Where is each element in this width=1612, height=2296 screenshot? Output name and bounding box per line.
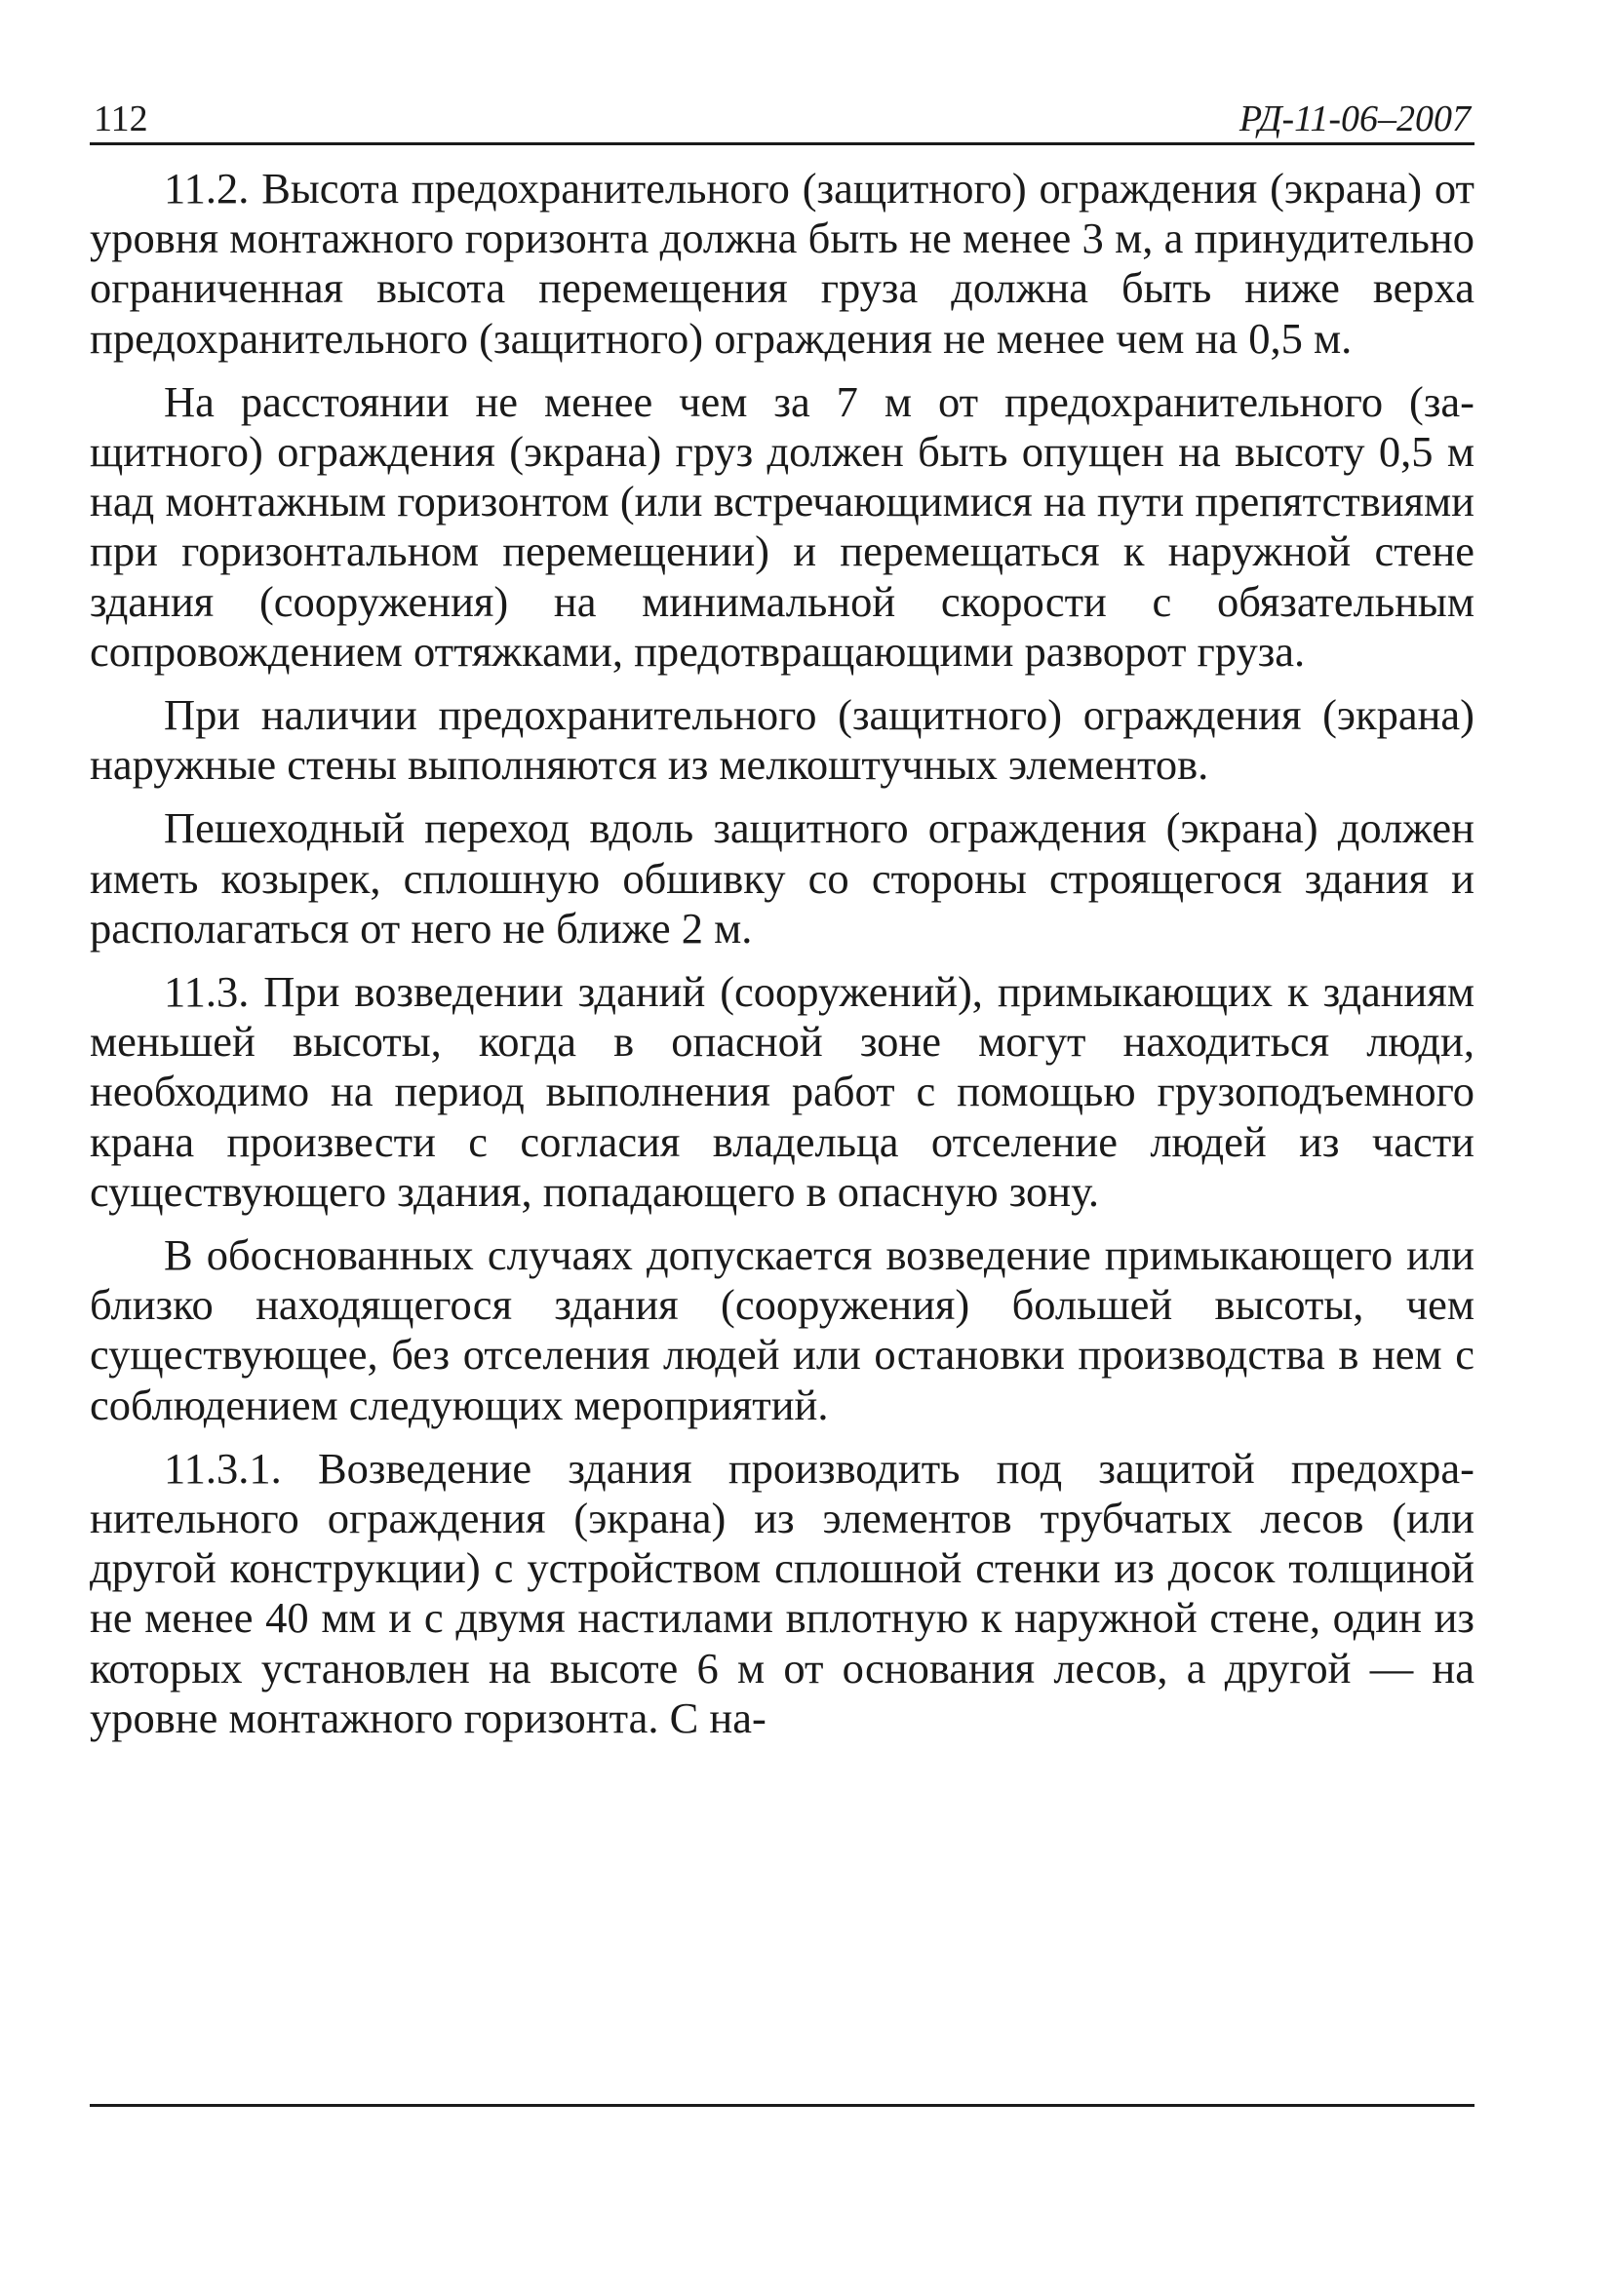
- paragraph-11-2: 11.2. Высота предохранительного (защитного) ограждения (экрана) от уровня монтажного горизонта должна быть не менее 3 м, а принудительно ограниченная высота перемещения груза должна быть ниже верха предохранительного (защитного) ограждения не менее чем на 0,5 м.: [90, 164, 1474, 363]
- document-code: РД-11-06–2007: [1238, 98, 1471, 139]
- paragraph-11-3-1: 11.3.1. Возведение здания производить под защитой предохранительного ограждения (экрана) из элементов трубчатых лесов (или другой конструкции) с устройством сплошной стенки из досок толщиной не менее 40 мм и с двумя настилами вплотную к наружной стене, один из которых установлен на высоте 6 м от основания лесов, а другой — на уровне монтажного горизонта. С на-: [90, 1443, 1474, 1742]
- footer-rule: [90, 2104, 1474, 2107]
- body-text: [90, 164, 1474, 1757]
- paragraph-distance: На расстоянии не менее чем за 7 м от предохранительного (защитного) ограждения (экрана) груз должен быть опущен на высоту 0,5 м над монтажным горизонтом (или встречающимися на пути препятствиями при горизонтальном перемещении) и перемещаться к наружной стене здания (сооружения) на минимальной скорости с обязательным сопровождением оттяжками, предотвращающими разворот груза.: [90, 376, 1474, 676]
- paragraph-outer-walls: При наличии предохранительного (защитного) ограждения (экрана) наружные стены выполняются из мелкоштучных элементов.: [90, 690, 1474, 790]
- paragraph-11-3: 11.3. При возведении зданий (сооружений), примыкающих к зданиям меньшей высоты, когда в опасной зоне могут находиться люди, необходимо на период выполнения работ с помощью грузоподъемного крана произвести с согласия владельца отселение людей из части существующего здания, попадающего в опасную зону.: [90, 967, 1474, 1216]
- page-number: 112: [94, 98, 148, 139]
- paragraph-pedestrian-passage: Пешеходный переход вдоль защитного ограждения (экрана) должен иметь козырек, сплошную обшивку со стороны строящегося здания и располагаться от него не ближе 2 м.: [90, 803, 1474, 953]
- paragraph-justified-cases: В обоснованных случаях допускается возведение примыкающего или близко находящегося здания (сооружения) большей высоты, чем существующее, без отселения людей или остановки производства в нем с соблюдением следующих мероприятий.: [90, 1230, 1474, 1429]
- page-header: [90, 94, 1474, 145]
